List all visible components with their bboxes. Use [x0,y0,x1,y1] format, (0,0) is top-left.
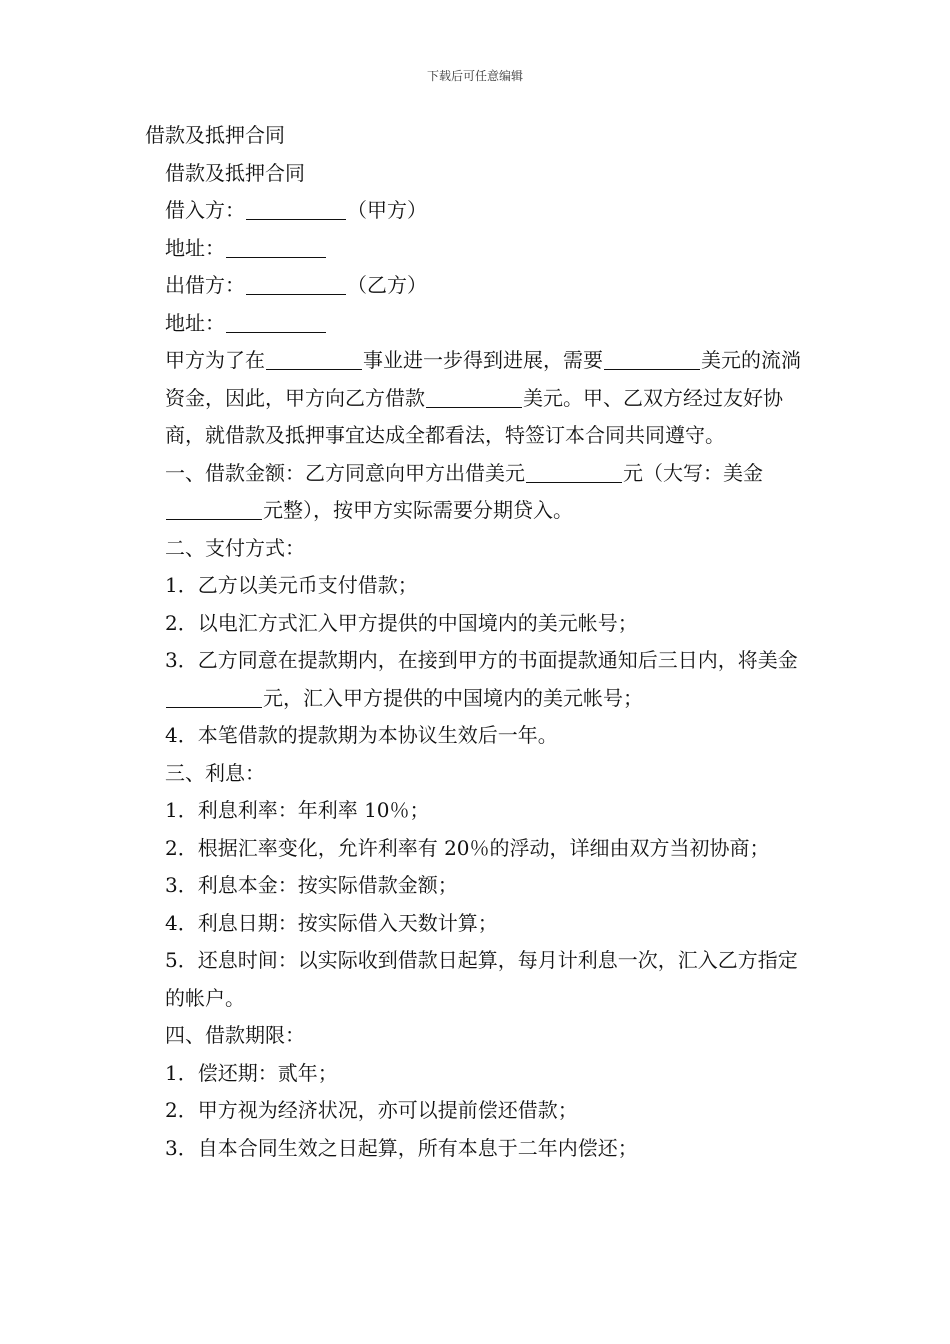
header-note: 下载后可任意编辑 [426,69,523,83]
term-item-2: 2．甲方视为经济状况，亦可以提前偿还借款； [165,1098,578,1122]
payment-item-3-text: 元，汇入甲方提供的中国境内的美元帐号； [263,685,643,710]
term-item-3: 3．自本合同生效之日起算，所有本息于二年内偿还； [165,1135,638,1160]
borrower-label: 借入方： [165,198,245,222]
lender-tag: （乙方） [347,273,427,297]
lender-address-line [145,305,811,343]
payment-item-3-text: 3．乙方同意在提款期内，在接到甲方的书面提款通知后三日内，将美金 [165,648,798,672]
payment-item-2: 2．以电汇方式汇入甲方提供的中国境内的美元帐号； [165,610,638,635]
transfer-amount-blank [166,685,262,708]
intro-text: 美元的流淌资金，因此，甲方向乙方借款 [165,348,801,410]
document-body [145,117,811,1167]
section-loan-amount [145,455,811,530]
payment-item-4: 4．本笔借款的提款期为本协议生效后一年。 [165,723,558,747]
document-title: 借款及抵押合同 [145,123,285,147]
loan-amount-text: 元整），按甲方实际需要分期贷入。 [263,498,573,522]
intro-paragraph [145,342,811,455]
address-label: 地址： [165,310,225,335]
term-item-1: 1．偿还期：贰年； [165,1060,338,1085]
borrower-line [145,192,811,230]
lender-blank [246,272,346,295]
interest-item-4: 4．利息日期：按实际借入天数计算； [165,910,498,935]
business-blank [266,347,362,370]
borrower-tag: （甲方） [347,198,427,222]
borrower-address-blank [226,235,326,258]
section-heading-interest: 三、利息： [165,760,265,785]
capital-amount-blank [604,347,700,370]
usd-words-blank [166,497,262,520]
lender-line [145,267,811,305]
interest-item-2: 2．根据汇率变化，允许利率有 20％的浮动，详细由双方当初协商； [165,835,770,860]
document-subtitle: 借款及抵押合同 [165,160,305,185]
interest-item-5: 5．还息时间：以实际收到借款日起算，每月计利息一次，汇入乙方指定的帐户。 [165,948,798,1010]
section-heading-payment: 二、支付方式： [165,535,305,560]
loan-amount-blank [426,385,522,408]
borrower-address-line [145,230,811,268]
payment-item-3 [145,642,811,717]
address-label: 地址： [165,235,225,260]
section-heading-term: 四、借款期限： [165,1023,305,1047]
loan-amount-text: 元（大写：美金 [623,460,763,485]
borrower-blank [246,197,346,220]
lender-label: 出借方： [165,273,245,297]
intro-text: 甲方为了在 [165,348,265,372]
usd-amount-blank [526,460,622,483]
intro-text: 美元。甲、乙双方经过友好协商，就借款及抵押事宜达成全都看法，特签订本合同共同遵守。 [165,385,783,447]
loan-amount-text: 一、借款金额：乙方同意向甲方出借美元 [165,460,525,485]
interest-item-1: 1．利息利率：年利率 10％； [165,798,430,822]
payment-item-1: 1．乙方以美元币支付借款； [165,573,418,597]
lender-address-blank [226,310,326,333]
intro-text: 事业进一步得到进展，需要 [363,348,603,372]
interest-item-3: 3．利息本金：按实际借款金额； [165,873,458,897]
